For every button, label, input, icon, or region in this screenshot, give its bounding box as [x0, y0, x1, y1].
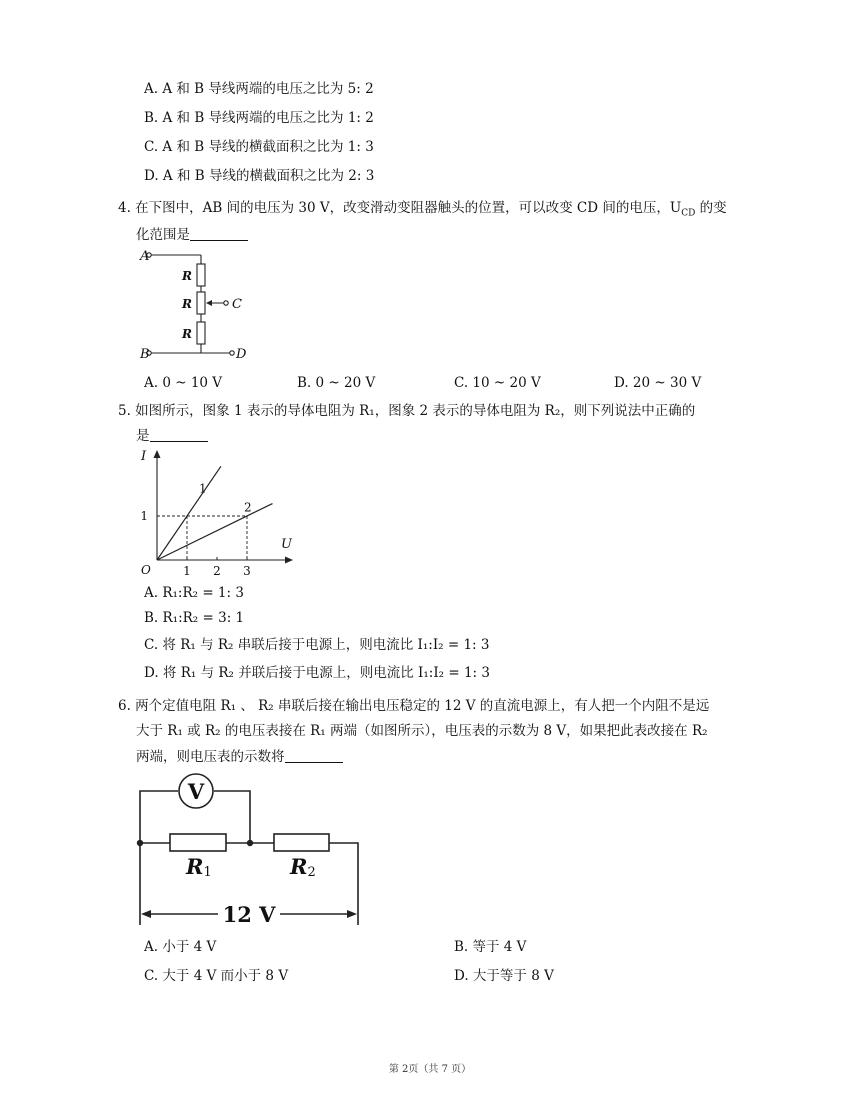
r1-label: R1: [186, 854, 212, 880]
terminal-a-label: A: [140, 249, 150, 264]
series-label-1: 1: [199, 481, 207, 496]
y-axis-label: I: [141, 449, 147, 464]
resistor-label-3: R: [182, 327, 192, 341]
q6-stem-line2: 大于 R₁ 或 R₂ 的电压表接在 R₁ 两端（如图所示），电压表的示数为 8 V，如果把此表改接在 R₂: [136, 723, 708, 739]
q5-option-a: A. R₁:R₂ = 1: 3: [144, 585, 244, 601]
q4-stem-line2: [136, 226, 248, 244]
terminal-d-label: D: [236, 347, 247, 362]
q3-option-c: C. A 和 B 导线的横截面积之比为 1: 3: [144, 139, 374, 155]
q6-option-b: B. 等于 4 V: [454, 939, 527, 955]
q6-circuit-diagram: [130, 770, 370, 930]
q5-option-d: D. 将 R₁ 与 R₂ 并联后接于电源上，则电流比 I₁:I₂ = 1: 3: [144, 665, 490, 681]
q5-stem-line1: 5. 如图所示，图象 1 表示的导体电阻为 R₁，图象 2 表示的导体电阻为 R₂，则下列说法中正确的: [118, 403, 696, 419]
series-line-1: [157, 466, 221, 560]
q5-stem-text2: 是: [136, 428, 150, 444]
q4-subscript: CD: [681, 208, 696, 219]
q4-circuit-diagram: [140, 246, 250, 364]
q4-stem-text2: 化范围是: [136, 227, 190, 243]
q6-stem-line3: [136, 748, 343, 766]
q4-option-d: D. 20 ~ 30 V: [614, 375, 702, 391]
r2-label: R2: [290, 854, 316, 880]
terminal-b-label: B: [140, 347, 150, 362]
x-tick-label: 1: [183, 564, 191, 578]
x-tick-label: 3: [243, 564, 251, 578]
q6-option-a: A. 小于 4 V: [144, 939, 217, 955]
iu-graph: [135, 448, 300, 580]
q4-stem-text: 4. 在下图中，AB 间的电压为 30 V，改变滑动变阻器触头的位置，可以改变 CD 间的电压，U: [118, 200, 682, 216]
q5-option-c: C. 将 R₁ 与 R₂ 串联后接于电源上，则电流比 I₁:I₂ = 1: 3: [144, 637, 490, 653]
q6-option-d: D. 大于等于 8 V: [454, 968, 554, 984]
q5-stem-line2: [136, 427, 208, 445]
q4-option-b: B. 0 ~ 20 V: [297, 375, 376, 391]
q6-option-c: C. 大于 4 V 而小于 8 V: [144, 968, 289, 984]
q4-option-c: C. 10 ~ 20 V: [454, 375, 541, 391]
x-tick-label: 2: [213, 564, 221, 578]
source-voltage-label: 12 V: [222, 902, 276, 927]
q3-option-a: A. A 和 B 导线两端的电压之比为 5: 2: [144, 81, 374, 97]
resistor-label-2: R: [182, 297, 192, 311]
answer-blank: [190, 226, 248, 241]
y-tick-label: 1: [140, 509, 148, 523]
q4-option-a: A. 0 ~ 10 V: [144, 375, 223, 391]
q4-stem-tail: 的变: [695, 200, 727, 216]
series-label-2: 2: [244, 500, 252, 515]
answer-blank: [285, 748, 343, 763]
q6-stem-text3: 两端，则电压表的示数将: [136, 749, 285, 765]
voltmeter-label: V: [187, 779, 205, 804]
resistor-label-1: R: [182, 269, 192, 283]
q6-stem-line1: 6. 两个定值电阻 R₁ 、 R₂ 串联后接在输出电压稳定的 12 V 的直流电源上，有人把一个内阻不是远: [118, 698, 710, 714]
q3-option-d: D. A 和 B 导线的横截面积之比为 2: 3: [144, 168, 375, 184]
page-footer: 第 2页（共 7 页）: [388, 1064, 472, 1075]
terminal-c-label: C: [232, 297, 242, 312]
answer-blank: [150, 427, 208, 442]
q5-option-b: B. R₁:R₂ = 3: 1: [144, 610, 245, 626]
series-line-2: [157, 504, 273, 560]
origin-label: O: [141, 563, 151, 577]
x-axis-label: U: [281, 537, 292, 552]
q3-option-b: B. A 和 B 导线两端的电压之比为 1: 2: [144, 110, 374, 126]
q4-stem-line1: [118, 199, 727, 223]
